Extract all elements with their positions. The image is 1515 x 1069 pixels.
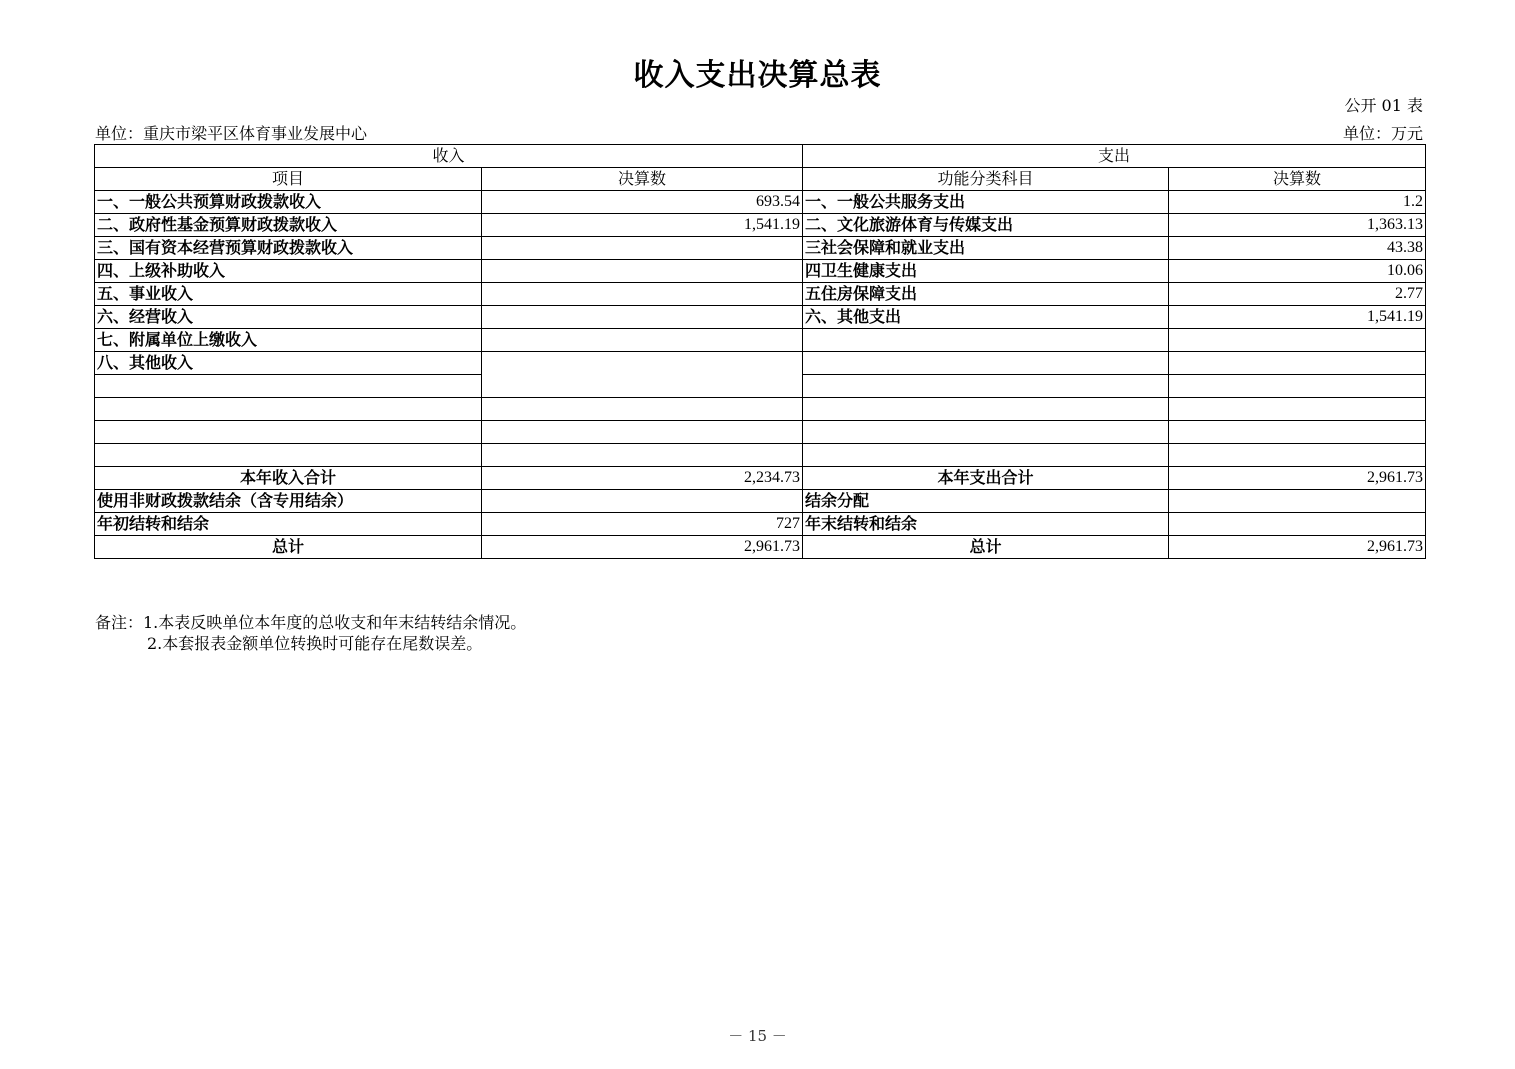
expense-item-label: 一、一般公共服务支出 [803,191,1169,214]
year-expense-total-label: 本年支出合计 [803,467,1169,490]
page-title: 收入支出决算总表 [633,58,882,93]
table-row [95,260,1426,283]
table-row [95,191,1426,214]
table-column-header-row [95,168,1426,191]
nonfiscal-surplus-value [482,490,803,513]
income-item-label [95,444,482,467]
table-row [95,352,1426,375]
income-item-label: 一、一般公共预算财政拨款收入 [95,191,482,214]
income-expense-table [94,144,1426,559]
grand-income-total-label: 总计 [95,536,482,559]
expense-item-value [1169,329,1426,352]
income-section-header: 收入 [95,145,803,168]
expense-item-label [803,444,1169,467]
expense-item-label: 四卫生健康支出 [803,260,1169,283]
year-total-row [95,467,1426,490]
expense-item-value [1169,375,1426,398]
expense-item-value: 1,363.13 [1169,214,1426,237]
page-number: － 15 － [728,1027,787,1045]
note-line-1: 备注：1.本表反映单位本年度的总收支和年末结转结余情况。 [95,613,527,632]
table-row [95,398,1426,421]
income-item-value [482,283,803,306]
expense-item-label: 二、文化旅游体育与传媒支出 [803,214,1169,237]
table-row [95,421,1426,444]
surplus-distribution-label: 结余分配 [803,490,1169,513]
function-class-column-header: 功能分类科目 [803,168,1169,191]
income-item-value: 1,541.19 [482,214,803,237]
expense-item-label: 三社会保障和就业支出 [803,237,1169,260]
income-item-label [95,421,482,444]
unit-currency: 单位：万元 [1342,124,1423,143]
expense-item-label: 五住房保障支出 [803,283,1169,306]
table-row [95,306,1426,329]
expense-item-label [803,329,1169,352]
income-item-value [482,237,803,260]
expense-item-label: 六、其他支出 [803,306,1169,329]
income-item-label: 三、国有资本经营预算财政拨款收入 [95,237,482,260]
table-row [95,329,1426,352]
unit-organization: 单位：重庆市梁平区体育事业发展中心 [95,124,368,143]
item-column-header: 项目 [95,168,482,191]
income-item-label: 二、政府性基金预算财政拨款收入 [95,214,482,237]
expense-item-value [1169,421,1426,444]
table-row [95,214,1426,237]
table-row [95,444,1426,467]
income-item-value [482,306,803,329]
notes [95,612,526,654]
income-item-value [482,398,803,421]
ending-carryover-label: 年末结转和结余 [803,513,1169,536]
income-item-label: 八、其他收入 [95,352,482,375]
grand-expense-total-label: 总计 [803,536,1169,559]
income-item-value [482,421,803,444]
income-item-label [95,398,482,421]
income-item-value [482,444,803,467]
beginning-carryover-value: 727 [482,513,803,536]
year-expense-total-value: 2,961.73 [1169,467,1426,490]
income-item-label: 四、上级补助收入 [95,260,482,283]
income-item-value [482,260,803,283]
form-number: 公开 01 表 [1344,96,1423,115]
income-item-label: 七、附属单位上缴收入 [95,329,482,352]
grand-income-total-value: 2,961.73 [482,536,803,559]
table-section-header-row [95,145,1426,168]
year-income-total-value: 2,234.73 [482,467,803,490]
expense-item-value: 2.77 [1169,283,1426,306]
table-row [95,283,1426,306]
income-item-value [482,329,803,352]
grand-total-row [95,536,1426,559]
income-item-label [95,375,482,398]
expense-item-value [1169,444,1426,467]
beginning-carryover-label: 年初结转和结余 [95,513,482,536]
expense-amount-column-header: 决算数 [1169,168,1426,191]
expense-item-label [803,375,1169,398]
carryover-row [95,513,1426,536]
grand-expense-total-value: 2,961.73 [1169,536,1426,559]
nonfiscal-surplus-row [95,490,1426,513]
surplus-distribution-value [1169,490,1426,513]
expense-item-value: 1.2 [1169,191,1426,214]
income-item-value: 693.54 [482,191,803,214]
expense-item-value: 10.06 [1169,260,1426,283]
expense-item-label [803,352,1169,375]
table-row [95,237,1426,260]
income-item-label: 五、事业收入 [95,283,482,306]
expense-item-label [803,398,1169,421]
expense-section-header: 支出 [803,145,1426,168]
note-line-2: 2.本套报表金额单位转换时可能存在尾数误差。 [147,634,483,653]
income-item-label: 六、经营收入 [95,306,482,329]
expense-item-label [803,421,1169,444]
expense-item-value [1169,352,1426,375]
nonfiscal-surplus-label: 使用非财政拨款结余（含专用结余） [95,490,482,513]
ending-carryover-value [1169,513,1426,536]
expense-item-value [1169,398,1426,421]
year-income-total-label: 本年收入合计 [95,467,482,490]
expense-item-value: 1,541.19 [1169,306,1426,329]
expense-item-value: 43.38 [1169,237,1426,260]
income-amount-column-header: 决算数 [482,168,803,191]
income-item-value [482,352,803,398]
